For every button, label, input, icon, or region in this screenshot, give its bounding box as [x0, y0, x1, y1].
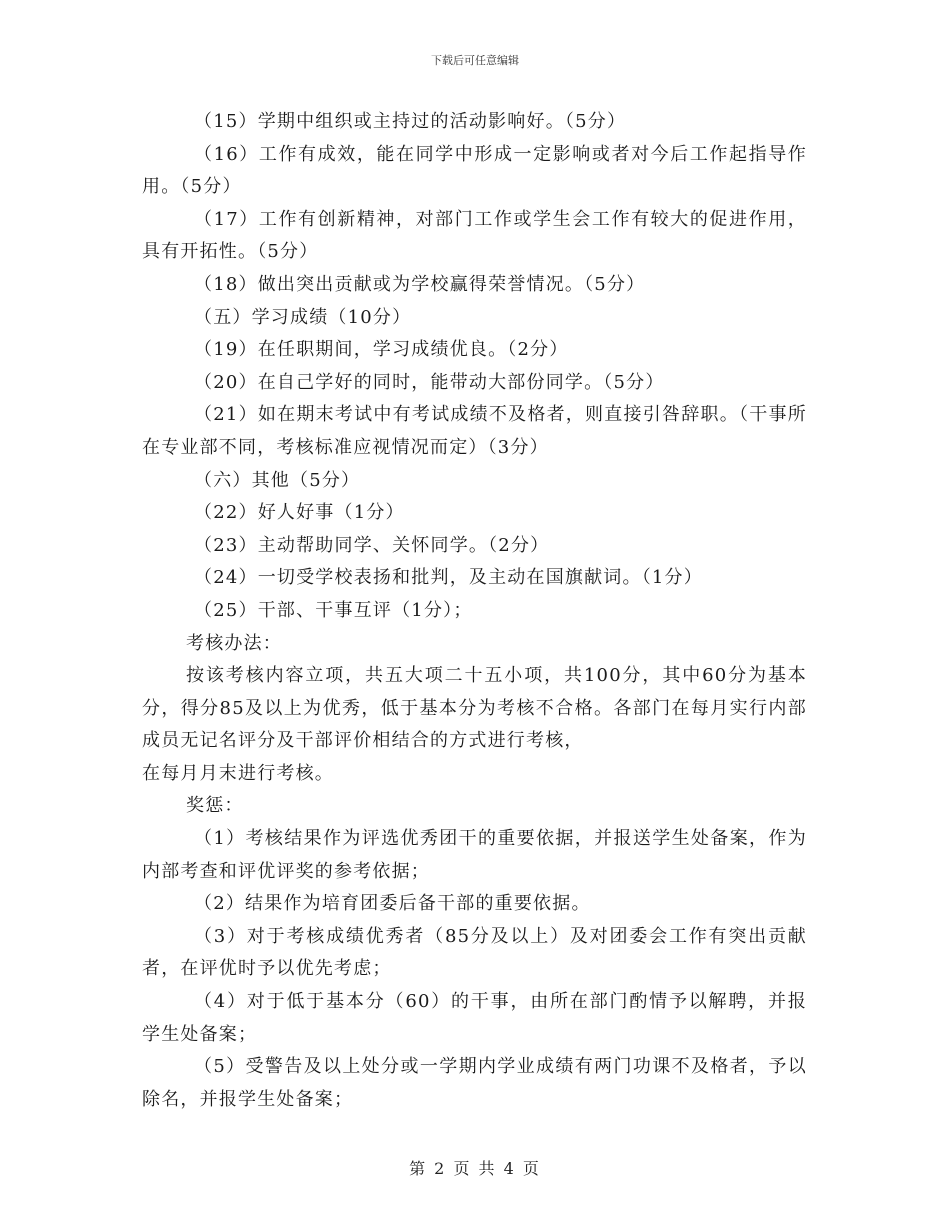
section-heading-rewards: 奖惩：: [186, 795, 244, 817]
document-body: [142, 106, 807, 1116]
paragraph-item-21: （21）如在期末考试中有考试成绩不及格者，则直接引咎辞职。（干事所在专业部不同，考核标准应视情况而定）（3分）: [142, 404, 807, 458]
paragraph-method-body: 按该考核内容立项，共五大项二十五小项，共100分，其中60分为基本分，得分85及以上为优秀，低于基本分为考核不合格。各部门在每月实行内部成员无记名评分及干部评价相结合的方式进行考核，: [142, 665, 807, 752]
paragraph-method-tail: 在每月月末进行考核。: [142, 762, 334, 784]
paragraph-item-19: （19）在任职期间，学习成绩优良。（2分）: [194, 339, 569, 361]
paragraph-item-18: （18）做出突出贡献或为学校赢得荣誉情况。（5分）: [194, 273, 646, 295]
paragraph-item-20: （20）在自己学好的同时，能带动大部份同学。（5分）: [194, 371, 665, 393]
paragraph-item-15: （15）学期中组织或主持过的活动影响好。（5分）: [194, 111, 627, 132]
paragraph-item-25: （25）干部、干事互评（1分）；: [194, 599, 473, 621]
page-number-footer: 第 2 页 共 4 页: [409, 1159, 541, 1178]
paragraph-item-23: （23）主动帮助同学、关怀同学。（2分）: [194, 534, 550, 556]
page-header-note: 下载后可任意编辑: [431, 54, 519, 67]
paragraph-reward-4: （4）对于低于基本分（60）的干事，由所在部门酌情予以解聘，并报学生处备案；: [142, 991, 807, 1045]
section-heading-method: 考核办法：: [186, 632, 282, 654]
paragraph-reward-2: （2）结果作为培育团委后备干部的重要依据。: [194, 893, 591, 915]
paragraph-item-16: （16）工作有成效，能在同学中形成一定影响或者对今后工作起指导作用。（5分）: [142, 143, 807, 198]
paragraph-item-24: （24）一切受学校表扬和批判，及主动在国旗献词。（1分）: [194, 567, 703, 589]
paragraph-item-17: （17）工作有创新精神，对部门工作或学生会工作有较大的促进作用，具有开拓性。（5分）: [142, 208, 807, 263]
paragraph-reward-5: （5）受警告及以上处分或一学期内学业成绩有两门功课不及格者，予以除名，并报学生处备案；: [142, 1056, 807, 1110]
paragraph-item-22: （22）好人好事（1分）: [194, 502, 405, 524]
paragraph-reward-1: （1）考核结果作为评选优秀团干的重要依据，并报送学生处备案，作为内部考查和评优评奖的参考依据；: [142, 828, 807, 882]
section-heading-study: （五）学习成绩（10分）: [194, 306, 412, 328]
section-heading-other: （六）其他（5分）: [194, 469, 361, 491]
paragraph-reward-3: （3）对于考核成绩优秀者（85分及以上）及对团委会工作有突出贡献者，在评优时予以优先考虑；: [142, 925, 807, 980]
